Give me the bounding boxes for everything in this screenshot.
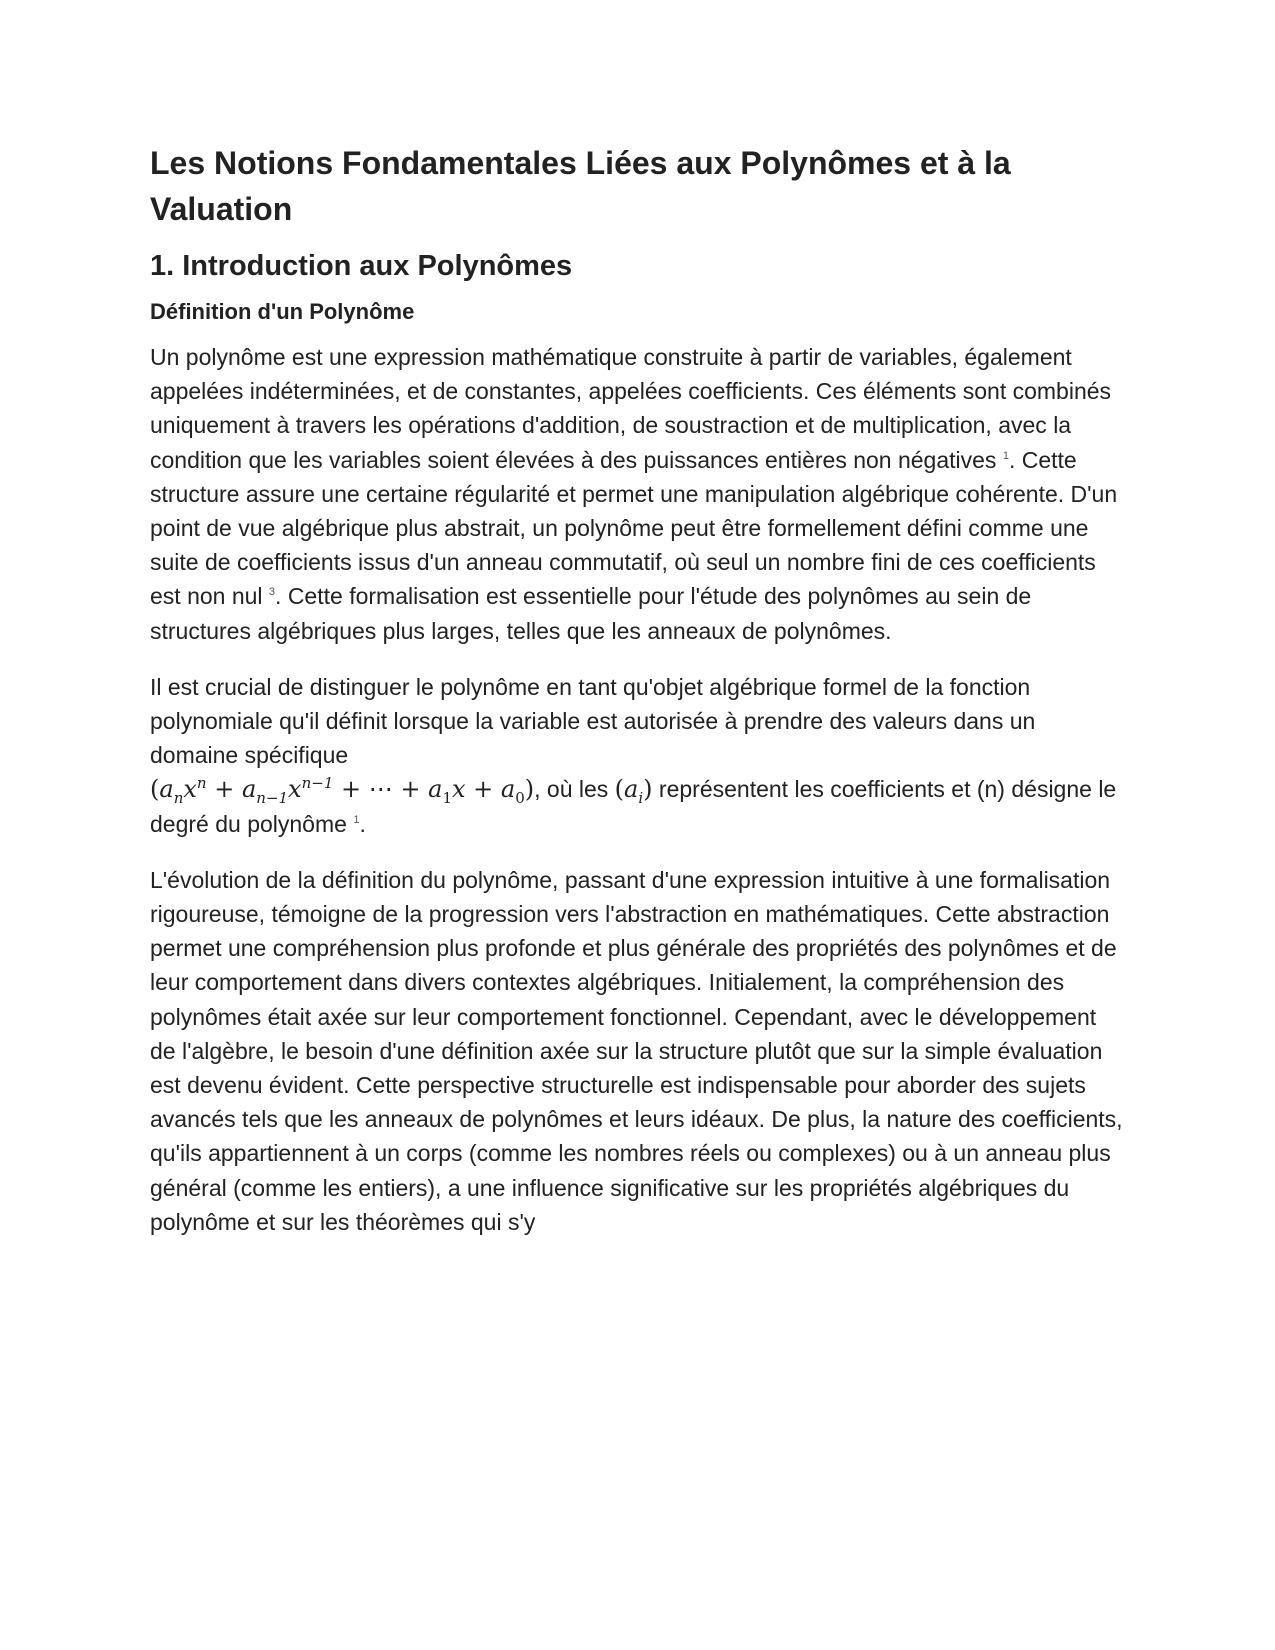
paragraph-text: Un polynôme est une expression mathématique construite à partir de variables, également appelées indéterminées, et de constantes, appelées coefficients. Ces éléments sont combinés uniquement à travers les opérations d'addition, de soustraction et de multiplication, avec la condition que les variables soient élevées à des puissances entières non négatives [150, 344, 1112, 473]
subsection-heading: Définition d'un Polynôme [150, 299, 415, 324]
coefficients-formula: $(a_i)$ [614, 775, 653, 808]
paragraph-evolution: L'évolution de la définition du polynôme, passant d'une expression intuitive à une formalisation rigoureuse, témoigne de la progression vers l'abstraction en mathématiques. Cette abstraction permet une compréhension plus profonde et plus générale des propriétés des polynômes et de leur comportement dans divers contextes algébriques. Initialement, la compréhension des polynômes était axée sur leur comportement fonctionnel. Cependant, avec le développement de l'algèbre, le besoin d'une définition axée sur la structure plutôt que sur la simple évaluation est devenu évident. Cette perspective structurelle est indispensable pour aborder des sujets avancés tels que les anneaux de polynômes et leurs idéaux. De plus, la nature des coefficients, qu'ils appartiennent à un corps (comme les nombres réels ou complexes) ou à un anneau plus général (comme les entiers), a une influence significative sur les propriétés algébriques du polynôme et sur les théorèmes qui s'y [150, 866, 1123, 1235]
paragraph-text: . Cette formalisation est essentielle pour l'étude des polynômes au sein de structures algébriques plus larges, telles que les anneaux de polynômes. [150, 583, 1032, 644]
footnote-marker: 3 [268, 586, 276, 599]
footnote-marker: 1 [1002, 449, 1009, 462]
document-title: Les Notions Fondamentales Liées aux Polynômes et à la Valuation [150, 145, 1011, 227]
paragraph-polynomial-function [150, 670, 1125, 841]
document-page [150, 140, 1125, 1261]
paragraph-text: , où les [534, 776, 615, 803]
paragraph-text: . Cette structure assure une certaine régularité et permet une manipulation algébrique cohérente. D'un point de vue algébrique plus abstrait, un polynôme peut être formellement défini comme une suite de coefficients issus d'un anneau commutatif, où seul un nombre fini de ces coefficients est non nul [150, 446, 1118, 610]
paragraph-text: . [359, 810, 366, 837]
polynomial-formula: ($a_nx^n + a_{n-1}x^{n-1}$ + ⋯ + $a_1x + a_0$) [150, 774, 535, 808]
paragraph-definition [150, 340, 1125, 648]
paragraph-text: représentent les coefficients et (n) désigne le degré du polynôme [150, 776, 1117, 837]
footnote-marker: 1 [353, 813, 360, 826]
paragraph-text: Il est crucial de distinguer le polynôme en tant qu'objet algébrique formel de la fonction polynomiale qu'il définit lorsque la variable est autorisée à prendre des valeurs dans un domaine spécifique [150, 673, 1036, 769]
section-heading: 1. Introduction aux Polynômes [150, 250, 573, 282]
